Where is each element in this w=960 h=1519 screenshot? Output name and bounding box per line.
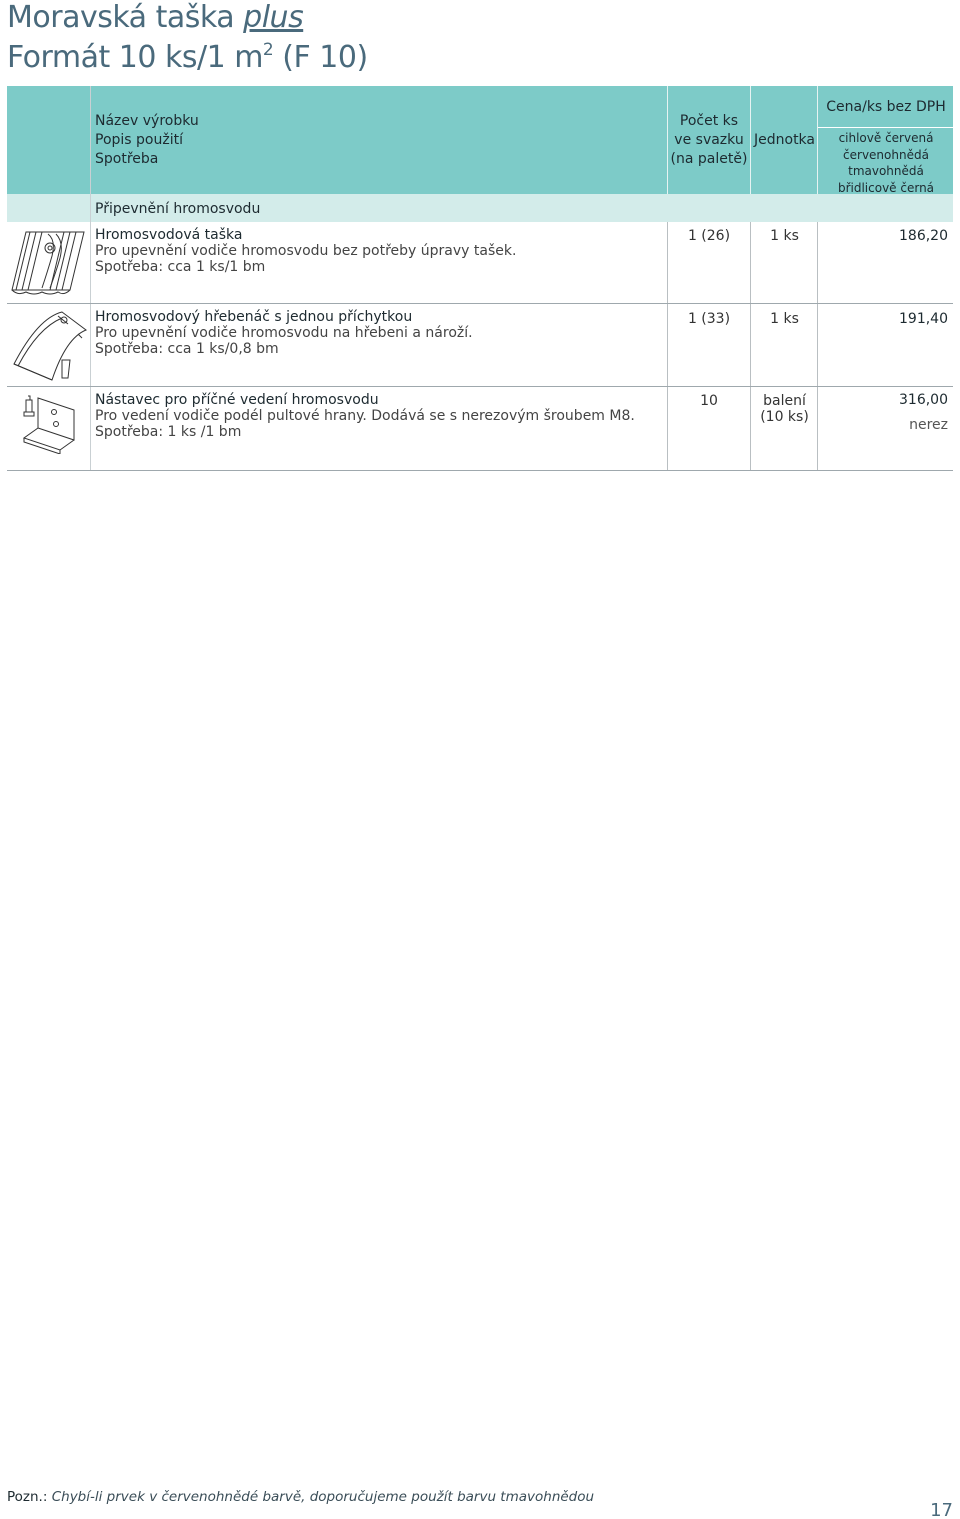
column-divider [817, 222, 818, 471]
row-2-qty: 1 (33) [687, 311, 731, 327]
row-3-price-note: nerez [909, 417, 948, 433]
row-2-usage: Spotřeba: cca 1 ks/0,8 bm [95, 341, 279, 357]
row-3-desc: Pro vedení vodiče podél pultové hrany. Dodává se s nerezovým šroubem M8. [95, 408, 635, 424]
row-2-text [95, 309, 473, 357]
header-color-list [818, 130, 954, 196]
color-dark-brown: tmavohnědá [848, 164, 924, 178]
lightning-tile-icon [8, 226, 88, 300]
row-3-price: 316,00 [899, 392, 948, 408]
header-col-price: Cena/ks bez DPH [826, 99, 946, 115]
row-divider [7, 386, 953, 387]
footer-label: Pozn. [7, 1489, 43, 1505]
title-main: Moravská taška [7, 0, 235, 35]
row-3-qty: 10 [700, 393, 718, 409]
row-3-name: Nástavec pro příčné vedení hromosvodu [95, 392, 379, 408]
subtitle-pre: Formát 10 ks/1 m [7, 40, 263, 75]
bracket-icon [14, 392, 80, 458]
footer-colon: : [42, 1489, 48, 1505]
row-3-usage: Spotřeba: 1 ks /1 bm [95, 424, 242, 440]
page-number: 17 [930, 1500, 953, 1519]
row-1-unit: 1 ks [770, 228, 799, 244]
row-1-qty: 1 (26) [687, 228, 731, 244]
row-2-unit: 1 ks [770, 311, 799, 327]
color-red-brown: červenohnědá [843, 147, 929, 162]
row-divider [7, 470, 953, 471]
row-3-text [95, 392, 635, 440]
header-qty-line2: ve svazku [674, 132, 744, 148]
row-3-unit-line1: balení [763, 393, 806, 409]
column-divider [667, 222, 668, 471]
header-product-name: Název výrobku [95, 113, 199, 129]
subtitle-sup: 2 [262, 40, 274, 60]
row-1-name: Hromosvodová taška [95, 227, 243, 243]
header-price-divider [818, 127, 954, 128]
row-1-price: 186,20 [899, 228, 948, 244]
header-qty-line3: (na paletě) [670, 151, 748, 167]
subtitle-post: (F 10) [273, 40, 368, 75]
header-product-use: Popis použití [95, 132, 183, 148]
row-2-name: Hromosvodový hřebenáč s jednou příchytkou [95, 309, 413, 325]
header-col-unit: Jednotka [754, 132, 815, 148]
footer-text: Chybí-li prvek v červenohnědé barvě, doporučujeme použít barvu tmavohnědou [47, 1489, 595, 1505]
page-title [7, 0, 303, 35]
header-col-qty [667, 112, 751, 169]
header-qty-line1: Počet ks [679, 113, 739, 129]
header-col-product [95, 112, 199, 169]
ridge-tile-clip-icon [8, 308, 90, 388]
column-divider [750, 222, 751, 471]
color-slate-black: břidlicově černá [837, 180, 935, 195]
row-1-desc: Pro upevnění vodiče hromosvodu bez potřeby úpravy tašek. [95, 243, 517, 259]
color-brick-red: cihlově červená [838, 131, 934, 145]
column-divider [90, 86, 91, 471]
header-product-usage: Spotřeba [95, 151, 159, 167]
row-2-desc: Pro upevnění vodiče hromosvodu na hřebeni a nároží. [95, 325, 473, 341]
row-3-unit-line2: (10 ks) [760, 409, 809, 425]
row-divider [7, 303, 953, 304]
row-2-price: 191,40 [899, 311, 948, 327]
row-3-unit [751, 393, 818, 425]
page-subtitle [7, 40, 368, 75]
footer-note [7, 1489, 594, 1505]
row-1-text [95, 227, 516, 275]
row-3-price-cell [818, 392, 948, 433]
title-plus: plus [243, 0, 304, 35]
section-title: Připevnění hromosvodu [95, 201, 261, 217]
row-1-usage: Spotřeba: cca 1 ks/1 bm [95, 259, 266, 275]
